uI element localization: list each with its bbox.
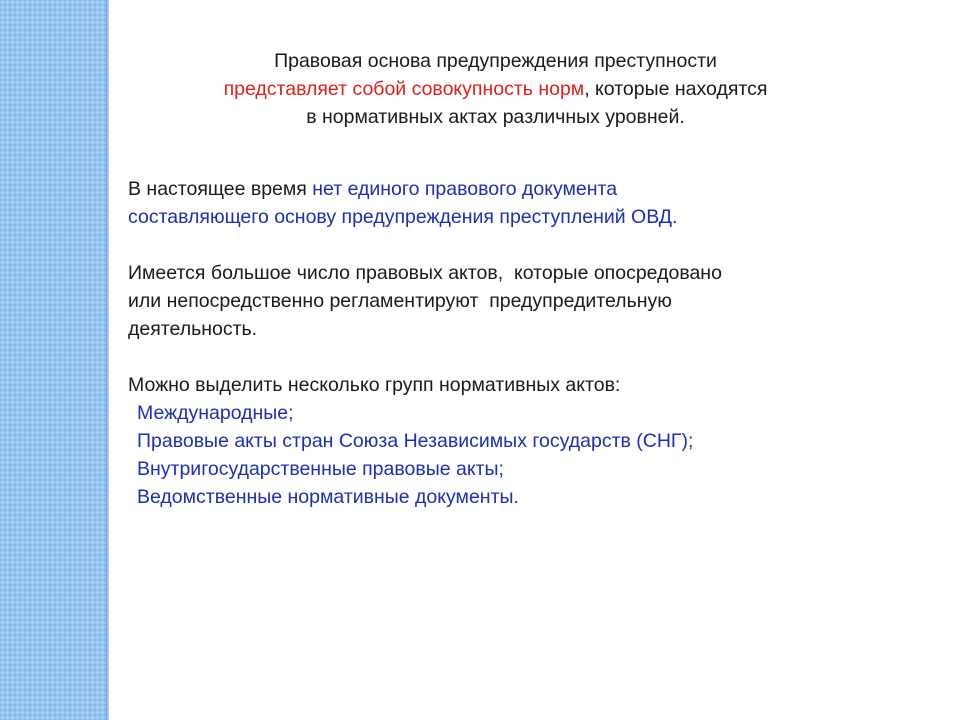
- intro-line-2-rest: , которые находятся: [584, 78, 768, 100]
- intro-highlight: представляет собой совокупность норм: [223, 78, 585, 100]
- paragraph2-line-2: или непосредственно регламентируют предупредительную: [128, 290, 672, 312]
- side-band-edge: [106, 0, 109, 720]
- paragraph2-line-1: Имеется большое число правовых актов, которые опосредовано: [128, 262, 722, 284]
- list-item: Международные;: [137, 402, 294, 424]
- intro-line-1: Правовая основа предупреждения преступности: [274, 50, 717, 72]
- paragraph2-line-3: деятельность.: [128, 318, 258, 340]
- list-item: Внутригосударственные правовые акты;: [137, 458, 504, 480]
- decorative-side-band: [0, 0, 106, 720]
- paragraph1-lead: В настоящее время: [128, 178, 313, 200]
- list-item: Правовые акты стран Союза Независимых государств (СНГ);: [137, 430, 694, 452]
- paragraph-legal-acts: [128, 259, 918, 343]
- slide-content: [128, 47, 918, 511]
- paragraph3-lead: Можно выделить несколько групп нормативных актов:: [128, 374, 621, 396]
- intro-line-2: [128, 75, 863, 103]
- list-item: Ведомственные нормативные документы.: [137, 486, 519, 508]
- paragraph1-line-1: [128, 175, 918, 203]
- intro-block: [128, 47, 863, 131]
- paragraph1-highlight-1: нет единого правового документа: [312, 178, 618, 200]
- groups-list: [128, 399, 918, 511]
- paragraph1-highlight-2: составляющего основу предупреждения преступлений ОВД.: [128, 206, 678, 228]
- paragraph-no-single-document: [128, 175, 918, 231]
- intro-line-3: в нормативных актах различных уровней.: [306, 106, 685, 128]
- paragraph-groups: [128, 371, 918, 511]
